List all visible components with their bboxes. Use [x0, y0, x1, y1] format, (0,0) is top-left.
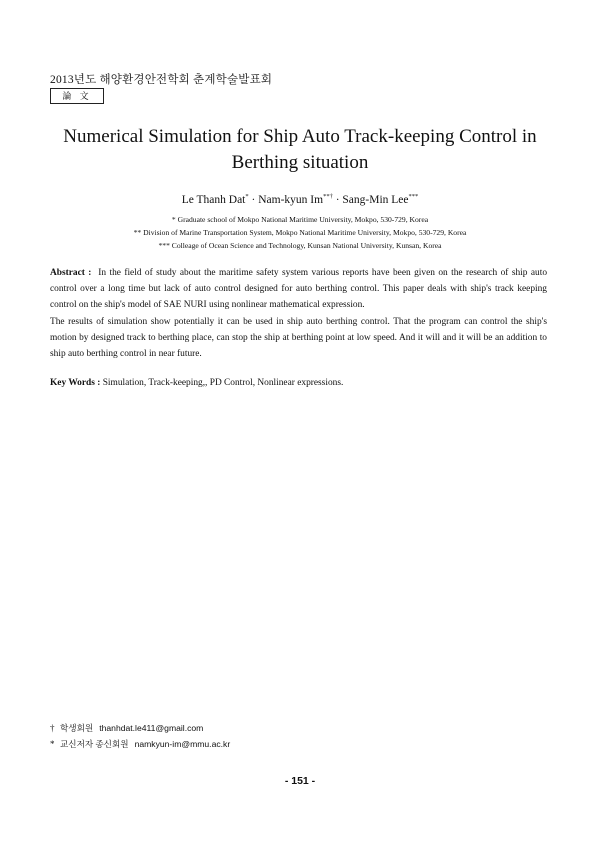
footnote-email[interactable]: thanhdat.le411@gmail.com: [99, 723, 204, 733]
keywords-label: Key Words :: [50, 378, 101, 388]
abstract-label: Abstract :: [50, 268, 92, 278]
author-name: Nam-kyun Im: [258, 193, 324, 206]
section-tag: 論 文: [50, 88, 104, 104]
footnote-email[interactable]: namkyun-im@mmu.ac.kr: [134, 739, 231, 749]
conference-name: 2013년도 해양환경안전학회 춘계학술발표회: [50, 74, 273, 86]
footnote-role: 학생회원: [60, 723, 94, 733]
author-mark: ***: [408, 193, 419, 200]
page-number: - 151 -: [284, 775, 316, 787]
footnote: [50, 722, 203, 734]
abstract-text: In the field of study about the maritime safety system various reports have been given on the research of ship auto control over a long time but lack of auto control designed for auto berthing control. This paper deals with ship's track keeping control on the ship's model of SAE NURI using nonlinear mathematical expression.: [50, 268, 548, 311]
keywords: [50, 378, 547, 388]
abstract-paragraph: [50, 265, 547, 314]
affiliation: *** Colleage of Ocean Science and Technology, Kunsan National University, Kunsan, Korea: [158, 241, 442, 250]
abstract: [50, 265, 547, 362]
footnote-role: 교신저자 종신회원: [60, 739, 129, 749]
author-name: Le Thanh Dat: [181, 193, 246, 206]
footnote-mark: *: [50, 739, 55, 749]
affiliation: * Graduate school of Mokpo National Maritime University, Mokpo, 530-729, Korea: [171, 215, 429, 224]
affiliation: ** Division of Marine Transportation System, Mokpo National Maritime University, Mokpo, 530-729, Korea: [133, 228, 467, 237]
author-mark: *: [245, 193, 249, 200]
abstract-paragraph: The results of simulation show potentially it can be used in ship auto berthing control. That the program can control the ship's motion by designed track to berthing place, can stop the ship at berthing point at low speed. And it will and it will be an addition to ship auto berthing control in near future.: [50, 316, 547, 360]
author-mark: **†: [323, 193, 333, 200]
author-separator: ·: [251, 193, 256, 206]
author-name: Sang-Min Lee: [342, 193, 409, 206]
paper-title: Numerical Simulation for Ship Auto Track-keeping Control in Berthing situation: [63, 126, 537, 173]
author-list: [0, 193, 600, 206]
author-separator: ·: [335, 193, 340, 206]
footnote-mark: †: [50, 723, 55, 733]
footnote: [50, 738, 230, 750]
keywords-text: Simulation, Track-keeping,, PD Control, Nonlinear expressions.: [102, 378, 344, 388]
